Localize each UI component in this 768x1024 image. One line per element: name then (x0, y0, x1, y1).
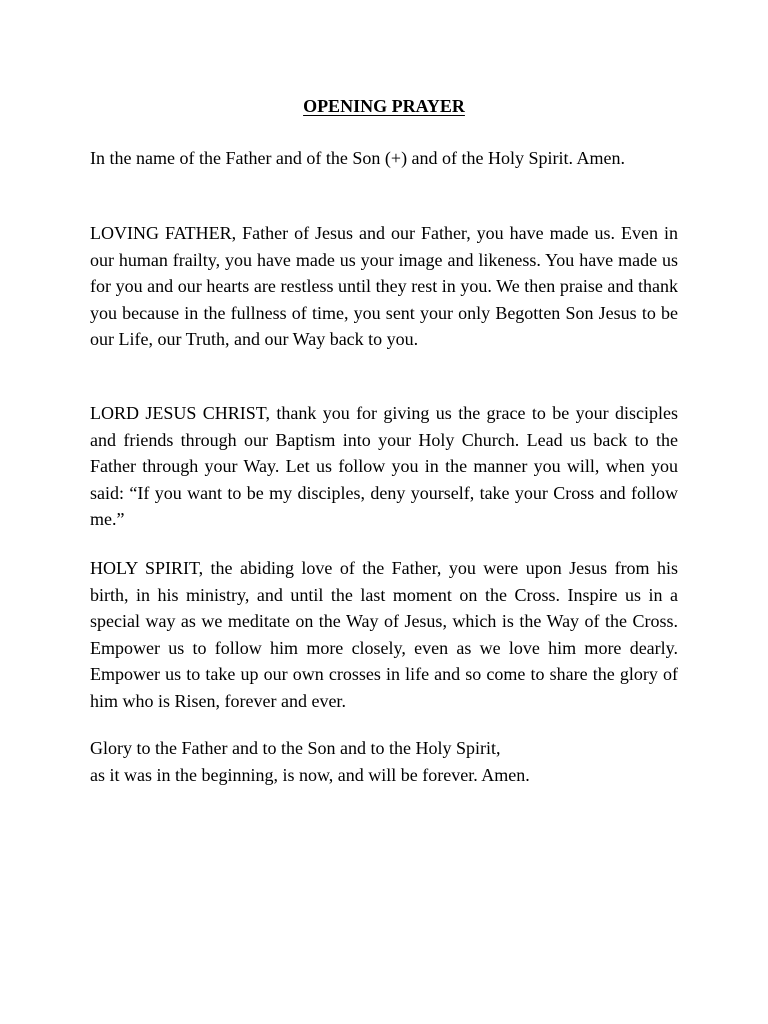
paragraph-sign-of-cross: In the name of the Father and of the Son (+) and of the Holy Spirit. Amen. (90, 148, 626, 168)
doxology (90, 735, 678, 788)
paragraph-lord-jesus-christ: LORD JESUS CHRIST, thank you for giving us the grace to be your disciples and friends through our Baptism into your Holy Church. Lead us back to the Father through your Way. Let us follow you in the manner you will, when you said: “If you want to be my disciples, deny yourself, take your Cross and follow me.” (90, 403, 678, 529)
doxology-line-1: Glory to the Father and to the Son and to the Holy Spirit, (90, 738, 501, 758)
page-title: OPENING PRAYER (303, 96, 465, 116)
paragraph-loving-father: LOVING FATHER, Father of Jesus and our Father, you have made us. Even in our human frailty, you have made us your image and likeness. You have made us for you and our hearts are restless until they rest in you. We then praise and thank you because in the fullness of time, you sent your only Begotten Son Jesus to be our Life, our Truth, and our Way back to you. (90, 223, 678, 349)
paragraph-holy-spirit: HOLY SPIRIT, the abiding love of the Father, you were upon Jesus from his birth, in his ministry, and until the last moment on the Cross. Inspire us in a special way as we meditate on the Way of Jesus, which is the Way of the Cross. Empower us to follow him more closely, even as we love him more dearly. Empower us to take up our own crosses in life and so come to share the glory of him who is Risen, forever and ever. (90, 558, 678, 711)
doxology-line-2: as it was in the beginning, is now, and will be forever. Amen. (90, 764, 530, 785)
